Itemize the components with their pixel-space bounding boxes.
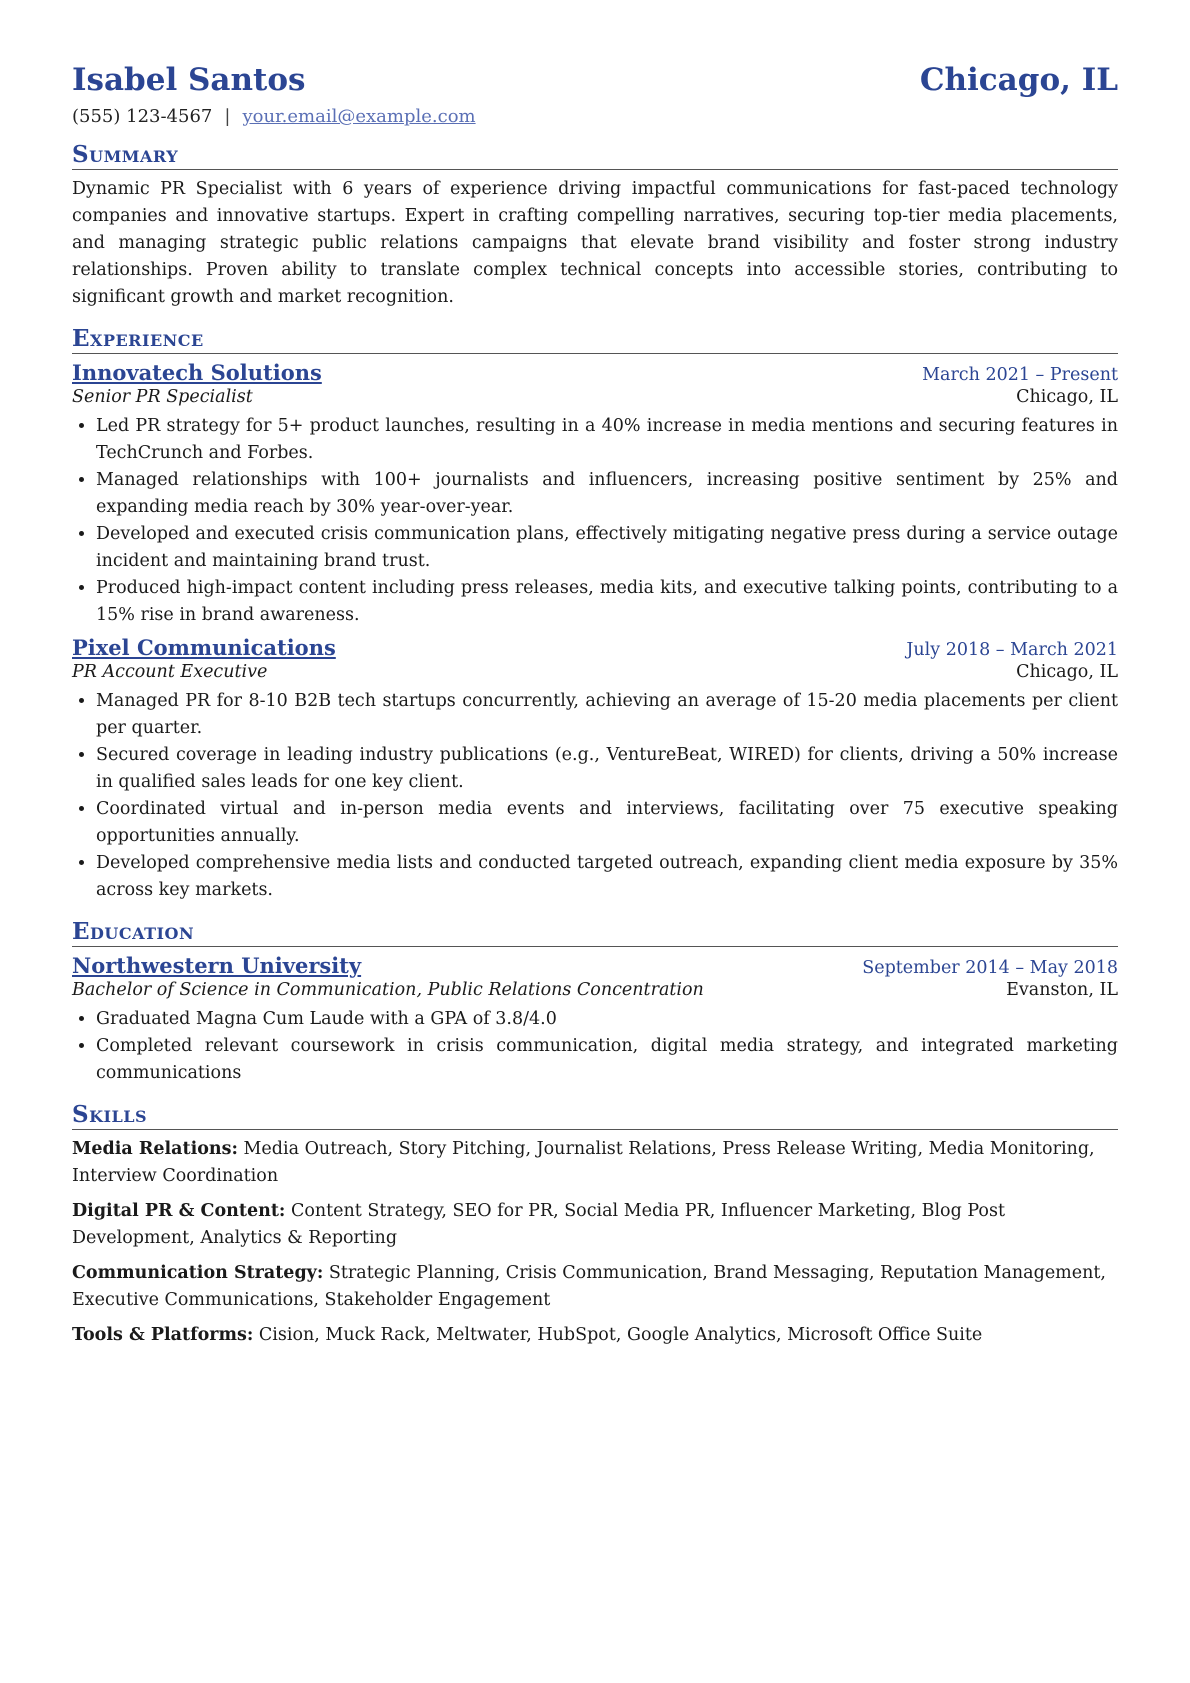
company-name[interactable]: Pixel Communications xyxy=(72,635,336,660)
job-dates: July 2018 – March 2021 xyxy=(906,640,1118,660)
skill-label: Digital PR & Content: xyxy=(72,1201,286,1221)
bullet-item: • Developed and executed crisis communication plans, effectively mitigating negative press during a service outage incident and maintaining brand trust. xyxy=(96,521,1118,575)
job-location: Chicago, IL xyxy=(1016,387,1118,407)
skill-row xyxy=(72,1322,1118,1349)
education-dates: September 2014 – May 2018 xyxy=(862,958,1118,978)
skill-label: Communication Strategy: xyxy=(72,1263,324,1283)
skill-row xyxy=(72,1260,1118,1314)
job-entry xyxy=(72,360,1118,629)
bullet-item: • Coordinated virtual and in-person media events and interviews, facilitating over 75 executive speaking opportunities annually. xyxy=(96,796,1118,850)
header xyxy=(72,62,1118,98)
section-title-experience: Experience xyxy=(72,325,1118,354)
bullet-item: • Produced high-impact content including press releases, media kits, and executive talking points, contributing to a 15% rise in brand awareness. xyxy=(96,575,1118,629)
job-bullets xyxy=(72,413,1118,629)
job-role: Senior PR Specialist xyxy=(72,387,253,407)
skill-value: Media Outreach, Story Pitching, Journalist Relations, Press Release Writing, Media Monitoring, Interview Coordination xyxy=(72,1139,1095,1186)
skill-label: Media Relations: xyxy=(72,1139,238,1159)
school-name[interactable]: Northwestern University xyxy=(72,953,362,978)
bullet-item: • Graduated Magna Cum Laude with a GPA of 3.8/4.0 xyxy=(96,1006,1118,1033)
section-title-skills: Skills xyxy=(72,1101,1118,1130)
job-bullets xyxy=(72,688,1118,904)
skills-list xyxy=(72,1136,1118,1349)
section-title-education: Education xyxy=(72,918,1118,947)
skill-value: Content Strategy, SEO for PR, Social Media PR, Influencer Marketing, Blog Post Development, Analytics & Reporting xyxy=(72,1201,1005,1248)
bullet-item: • Developed comprehensive media lists and conducted targeted outreach, expanding client media exposure by 35% across key markets. xyxy=(96,850,1118,904)
skill-value: Strategic Planning, Crisis Communication, Brand Messaging, Reputation Management, Executive Communications, Stakeholder Engagement xyxy=(72,1263,1106,1310)
candidate-name: Isabel Santos xyxy=(72,62,306,98)
job-entry xyxy=(72,635,1118,904)
skill-value: Cision, Muck Rack, Meltwater, HubSpot, Google Analytics, Microsoft Office Suite xyxy=(258,1325,983,1345)
skill-row xyxy=(72,1198,1118,1252)
skill-label: Tools & Platforms: xyxy=(72,1325,254,1345)
job-dates: March 2021 – Present xyxy=(922,365,1118,385)
bullet-item: • Led PR strategy for 5+ product launches, resulting in a 40% increase in media mentions and securing features in TechCrunch and Forbes. xyxy=(96,413,1118,467)
phone-number: (555) 123-4567 xyxy=(72,106,213,127)
education-entry xyxy=(72,953,1118,1087)
bullet-item: • Secured coverage in leading industry publications (e.g., VentureBeat, WIRED) for clients, driving a 50% increase in qualified sales leads for one key client. xyxy=(96,742,1118,796)
candidate-city: Chicago, IL xyxy=(919,62,1118,98)
bullet-item: • Managed relationships with 100+ journalists and influencers, increasing positive sentiment by 25% and expanding media reach by 30% year-over-year. xyxy=(96,467,1118,521)
skill-row xyxy=(72,1136,1118,1190)
section-title-summary: Summary xyxy=(72,141,1118,170)
education-bullets xyxy=(72,1006,1118,1087)
summary-text: Dynamic PR Specialist with 6 years of experience driving impactful communications for fast-paced technology companies and innovative startups. Expert in crafting compelling narratives, securing top-tier media placements, and managing strategic public relations campaigns that elevate brand visibility and foster strong industry relationships. Proven ability to translate complex technical concepts into accessible stories, contributing to significant growth and market recognition. xyxy=(72,179,1118,307)
job-location: Chicago, IL xyxy=(1016,662,1118,682)
contact-line xyxy=(72,106,1118,127)
job-role: PR Account Executive xyxy=(72,662,268,682)
bullet-item: • Completed relevant coursework in crisis communication, digital media strategy, and integrated marketing communications xyxy=(96,1033,1118,1087)
degree: Bachelor of Science in Communication, Public Relations Concentration xyxy=(72,980,704,1000)
bullet-item: • Managed PR for 8-10 B2B tech startups concurrently, achieving an average of 15-20 media placements per client per quarter. xyxy=(96,688,1118,742)
company-name[interactable]: Innovatech Solutions xyxy=(72,360,322,385)
education-location: Evanston, IL xyxy=(1006,980,1118,1000)
email-link[interactable]: your.email@example.com xyxy=(242,106,476,127)
contact-separator: | xyxy=(224,106,231,127)
